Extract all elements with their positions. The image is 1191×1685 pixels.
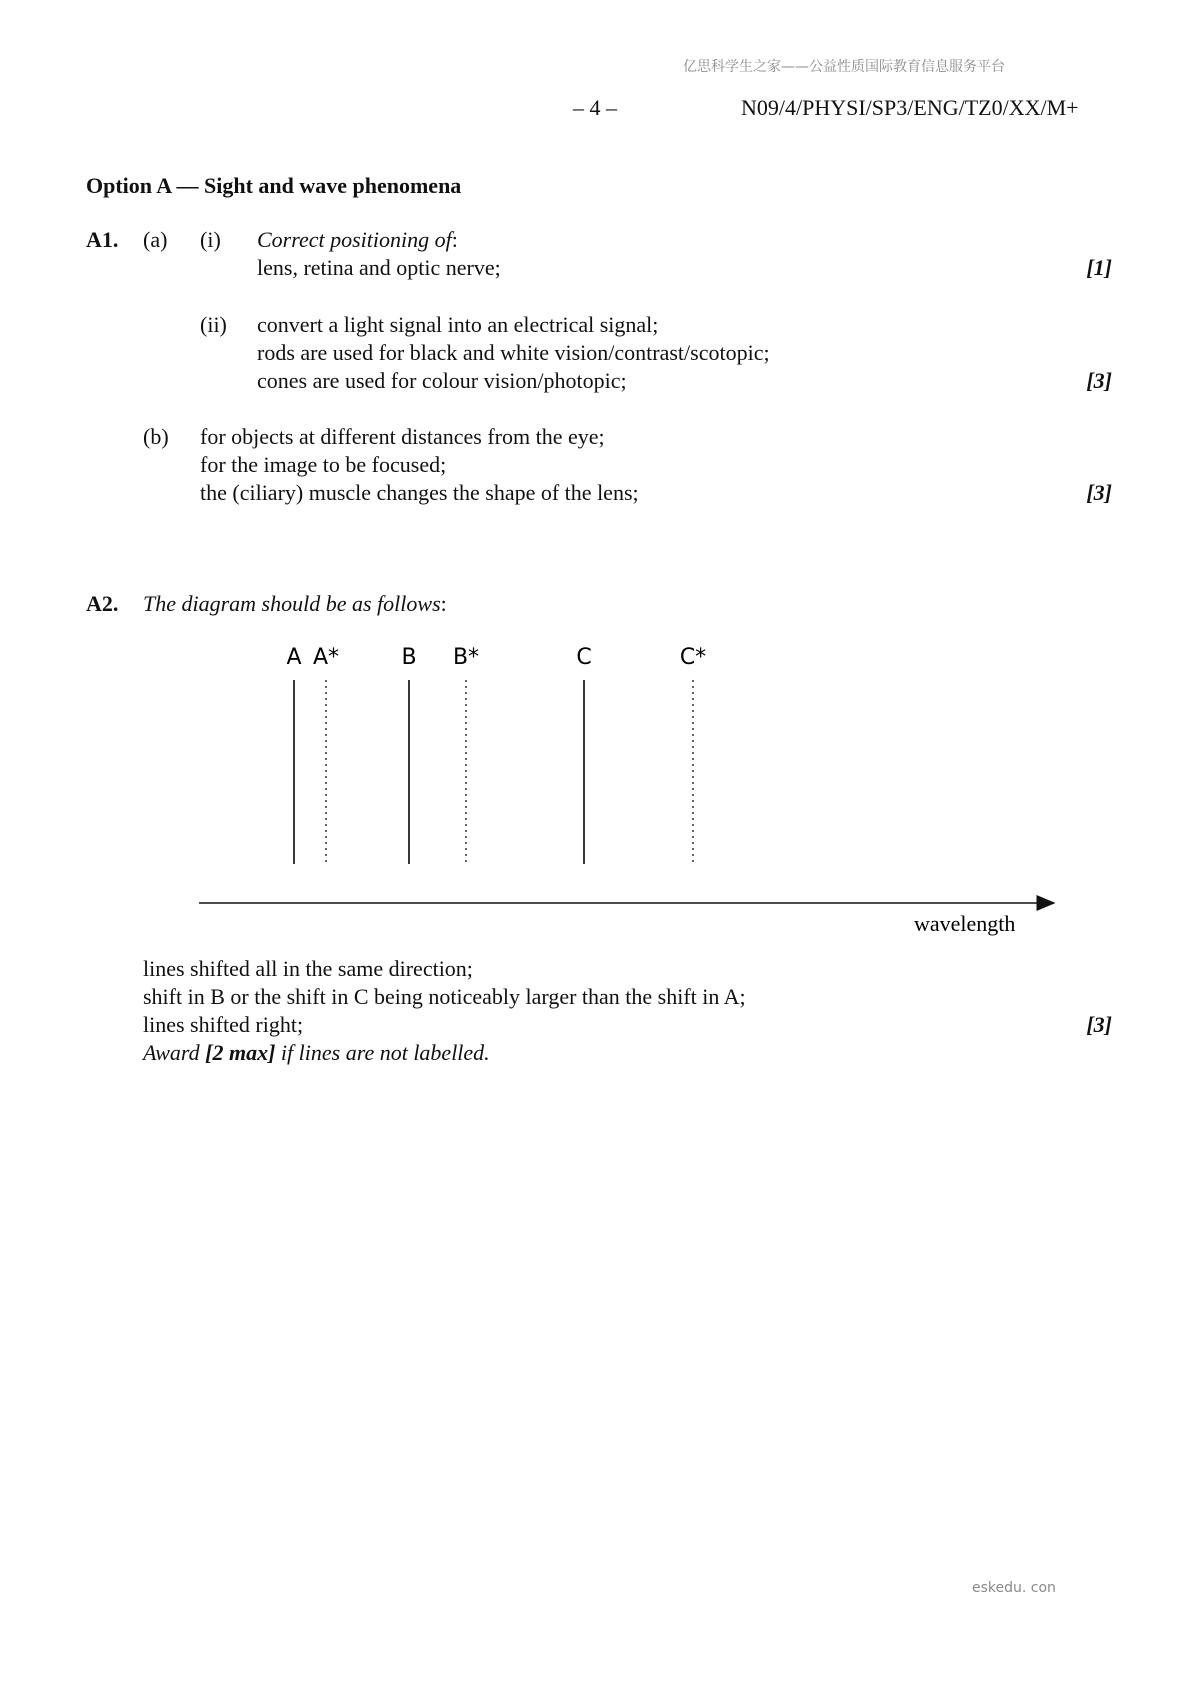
award-post: if lines are not labelled. [275, 1040, 490, 1065]
watermark-top: 亿思科学生之家——公益性质国际教育信息服务平台 [683, 59, 1005, 75]
part-label-a: (a) [143, 227, 168, 252]
question-number-a1: A1. [86, 227, 119, 252]
subpart-label-ii: (ii) [200, 312, 227, 337]
line-label-0: A [286, 645, 302, 670]
subpart-label-i: (i) [200, 227, 221, 252]
mark-a2: [3] [1086, 1012, 1112, 1037]
award-bold: [2 max] [205, 1040, 276, 1065]
spectrum-lines [286, 645, 706, 864]
watermark-bottom: eskedu. con [972, 1580, 1056, 1596]
award-pre: Award [143, 1040, 206, 1065]
mark-ii: [3] [1086, 368, 1112, 393]
line-label-4: C [576, 645, 592, 670]
answer-ii-line3: cones are used for colour vision/photopic; [257, 368, 627, 393]
line-label-2: B [401, 645, 417, 670]
a2-intro-italic: The diagram should be as follows [143, 591, 441, 616]
a2-intro-colon: : [440, 591, 447, 616]
document-code: N09/4/PHYSI/SP3/ENG/TZ0/XX/M+ [741, 95, 1079, 120]
section-title: Option A — Sight and wave phenomena [86, 173, 462, 198]
page-number: – 4 – [573, 95, 617, 120]
answer-ii-line1: convert a light signal into an electrical signal; [257, 312, 659, 337]
answer-ii-line2: rods are used for black and white vision/contrast/scotopic; [257, 340, 770, 365]
wavelength-axis-label: wavelength [914, 911, 1016, 936]
a2-line2: shift in B or the shift in C being noticeably larger than the shift in A; [143, 984, 746, 1009]
answer-i-line1-colon: : [451, 227, 458, 252]
a2-award-note [143, 1039, 490, 1067]
answer-b-line2: for the image to be focused; [200, 452, 447, 477]
answer-b-line1: for objects at different distances from the eye; [200, 424, 605, 449]
question-number-a2: A2. [86, 591, 119, 616]
line-label-5: C* [679, 645, 707, 670]
answer-i-line1-italic: Correct positioning of [257, 227, 452, 252]
mark-b: [3] [1086, 480, 1112, 505]
line-label-3: B* [452, 645, 480, 670]
answer-b-line3: the (ciliary) muscle changes the shape of the lens; [200, 480, 639, 505]
line-label-1: A* [312, 645, 340, 670]
a2-line3: lines shifted right; [143, 1012, 304, 1037]
part-label-b: (b) [143, 424, 169, 449]
mark-i: [1] [1086, 255, 1112, 280]
answer-i-line2: lens, retina and optic nerve; [257, 255, 501, 280]
a2-line1: lines shifted all in the same direction; [143, 956, 473, 981]
